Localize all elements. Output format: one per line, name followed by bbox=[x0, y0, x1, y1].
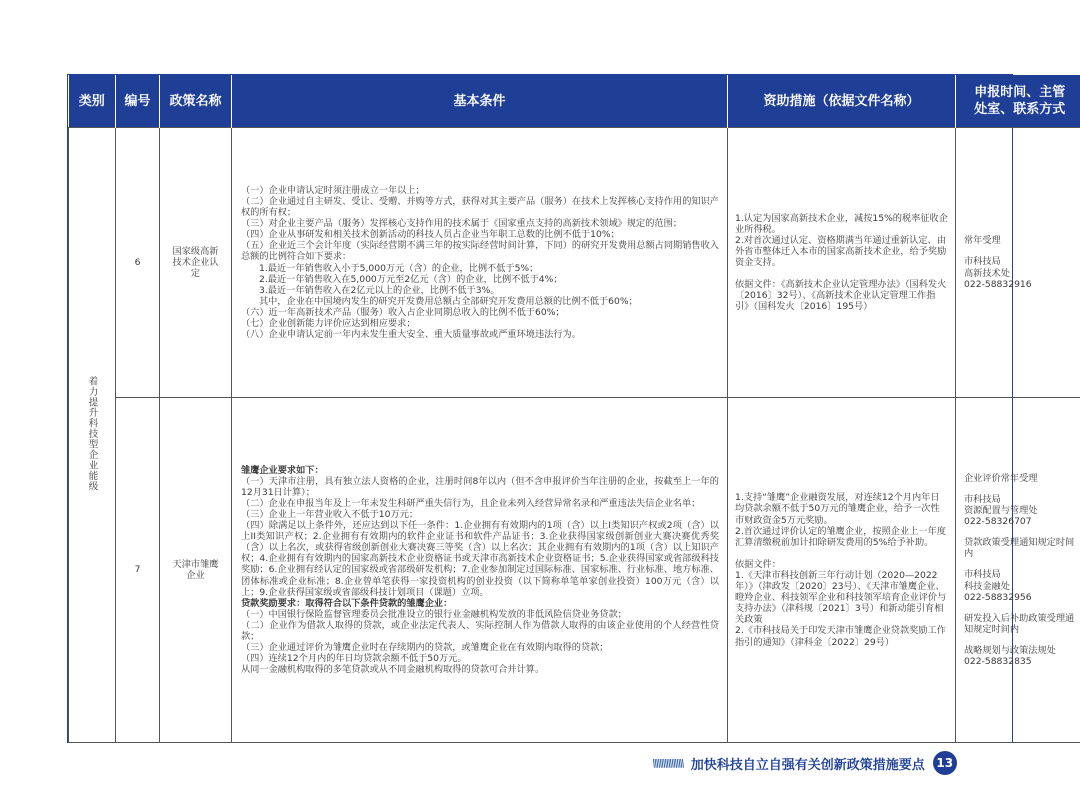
row-number: 6 bbox=[116, 128, 160, 398]
contact-time: 贷款政策受理通知规定时间内 bbox=[964, 537, 1075, 560]
contact-dept: 市科技局 bbox=[964, 493, 1001, 505]
contact-dept: 市科技局 bbox=[964, 256, 1001, 268]
condition-item: （四）企业从事研发和相关技术创新活动的科技人员占企业当年职工总数的比例不低于10%； bbox=[241, 229, 620, 241]
contact-office: 资源配置与管理处 bbox=[964, 505, 1038, 517]
funding-item: 1.支持“雏鹰”企业融资发展，对连续12个月内年日均贷款余额不低于50万元的雏鹰企业，给予一次性市财政资金5万元奖励。 bbox=[735, 492, 940, 526]
row-number: 7 bbox=[116, 398, 160, 743]
header-conditions: 基本条件 bbox=[232, 75, 728, 128]
contact-time: 常年受理 bbox=[964, 235, 1001, 247]
page-number-badge: 13 bbox=[933, 751, 957, 775]
funding-item: 1.认定为国家高新技术企业，减按15%的税率征收企业所得税。 bbox=[735, 212, 948, 235]
condition-item: （三）对企业主要产品（服务）发挥核心支持作用的技术属于《国家重点支持的高新技术领域》规定的范围； bbox=[241, 218, 682, 230]
category-label: 着力提升科技型企业能级 bbox=[86, 375, 98, 492]
funding-cell bbox=[728, 128, 956, 398]
contact-time: 企业评价常年受理 bbox=[964, 472, 1038, 484]
spacer bbox=[964, 603, 1075, 613]
category-cell bbox=[69, 128, 116, 743]
funding-basis: 2.《市科技局关于印发天津市雏鹰企业贷款奖励工作指引的通知》（津科金〔2022〕29号） bbox=[735, 625, 946, 648]
funding-basis: 1.《天津市科技创新三年行动计划（2020—2022年）》（津政发〔2020〕23号）、《天津市雏鹰企业、瞪羚企业、科技领军企业和科技领军培育企业评价与支持办法》（津科规〔2021〕3号）和新动能引育相关政策 bbox=[735, 569, 947, 626]
header-funding: 资助措施（依据文件名称） bbox=[728, 75, 956, 128]
header-number: 编号 bbox=[116, 75, 160, 128]
contact-cell bbox=[956, 128, 1080, 398]
condition-item: （三）企业通过评价为雏鹰企业时在存续期内的贷款，或雏鹰企业在有效期内取得的贷款； bbox=[241, 642, 609, 654]
spacer bbox=[735, 268, 948, 279]
condition-item: 从同一金融机构取得的多笔贷款或从不同金融机构取得的贷款可合并计算。 bbox=[241, 664, 545, 676]
condition-item: 1.最近一年销售收入小于5,000万元（含）的企业，比例不低于5%； bbox=[259, 262, 539, 274]
funding-item: 2.对首次通过认定、资格期满当年通过重新认定、由外省市整体迁入本市的国家高新技术企业，给予奖励资金支持。 bbox=[735, 234, 947, 268]
table-row bbox=[69, 398, 1080, 743]
header-contact-line1: 申报时间、主管 bbox=[974, 85, 1066, 100]
condition-item: （四）除满足以上条件外，还应达到以下任一条件：1.企业拥有有效期内的1项（含）以上I类知识产权或2项（含）以上II类知识产权；2.企业拥有有效期内的软件企业证书和软件产品证书；3.企业获得国家级创新创业大赛决赛优秀奖（含）以上名次，或获得省级创新创业大赛决赛三等奖（含）以上名次；其企业拥有有效期内的1项（含）以上知识产权；4.企业拥有有效期内的国家高新技术企业资格证书或天津市高新技术企业资格证书；5.企业获得国家或省部级科技奖励；6.企业拥有经认定的国家级或省部级研发机构；7.企业参加制定过国际标准、国家标准、行业标准、地方标准、团体标准或企业标准；8.企业曾单笔获得一家投资机构的创业投资（以下简称单笔单家创业投资）100万元（含）以上；9.企业获得国家级或省部级科技计划项目（课题）立项。 bbox=[241, 520, 719, 598]
condition-item: （一）中国银行保险监督管理委员会批准设立的银行业金融机构发放的非低风险信贷业务贷款； bbox=[241, 608, 627, 620]
condition-item: （七）企业创新能力评价应达到相应要求； bbox=[241, 317, 416, 329]
condition-heading: 雏鹰企业要求如下： bbox=[241, 464, 324, 476]
contact-phone: 022-58326707 bbox=[964, 516, 1032, 528]
header-policy-name: 政策名称 bbox=[160, 75, 232, 128]
condition-item: （一）企业申请认定时须注册成立一年以上； bbox=[241, 184, 425, 196]
spacer bbox=[964, 527, 1075, 537]
condition-item: （八）企业申请认定前一年内未发生重大安全、重大质量事故或严重环境违法行为。 bbox=[241, 329, 581, 341]
header-contact bbox=[956, 75, 1080, 128]
condition-heading: 贷款奖励要求：取得符合以下条件贷款的雏鹰企业： bbox=[241, 597, 453, 609]
condition-item: （二）企业在申报当年及上一年未发生科研严重失信行为，且企业未列入经营异常名录和严重违法失信企业名单； bbox=[241, 497, 701, 509]
policy-table bbox=[68, 75, 1080, 743]
condition-item: （三）企业上一年营业收入不低于10万元； bbox=[241, 508, 419, 520]
contact-phone: 022-58832835 bbox=[964, 656, 1032, 668]
contact-dept: 市科技局 bbox=[964, 569, 1001, 581]
page-footer bbox=[652, 752, 957, 774]
contact-cell bbox=[956, 398, 1080, 743]
table-row bbox=[69, 128, 1080, 398]
table-header-row bbox=[69, 75, 1080, 128]
condition-item: （二）企业通过自主研发、受让、受赠、并购等方式，获得对其主要产品（服务）在技术上发挥核心支持作用的知识产权的所有权； bbox=[241, 195, 719, 219]
contact-phone: 022-58832916 bbox=[964, 278, 1032, 290]
contact-office: 战略规划与政策法规处 bbox=[964, 644, 1056, 656]
contact-time: 研发投入后补助政策受理通知规定时间内 bbox=[964, 612, 1075, 635]
contact-office: 高新技术处 bbox=[964, 267, 1010, 279]
header-contact-line2: 处室、联系方式 bbox=[974, 102, 1066, 117]
spacer bbox=[735, 548, 948, 559]
policy-name: 天津市雏鹰企业 bbox=[160, 398, 232, 743]
header-category: 类别 bbox=[69, 75, 116, 128]
contact-phone: 022-58832956 bbox=[964, 591, 1032, 603]
footer-decoration: \\\\\\\\\\\\\\\\\\ bbox=[652, 756, 683, 770]
conditions-cell bbox=[232, 398, 728, 743]
condition-item: （六）近一年高新技术产品（服务）收入占企业同期总收入的比例不低于60%； bbox=[241, 306, 565, 318]
contact-office: 科技金融处 bbox=[964, 580, 1010, 592]
condition-item: 2.最近一年销售收入在5,000万元至2亿元（含）的企业，比例不低于4%； bbox=[259, 273, 563, 285]
spacer bbox=[964, 559, 1075, 569]
funding-basis-label: 依据文件： bbox=[735, 558, 781, 570]
footer-title: 加快科技自立自强有关创新政策措施要点 bbox=[690, 757, 925, 773]
funding-cell bbox=[728, 398, 956, 743]
funding-basis: 依据文件：《高新技术企业认定管理办法》（国科发火〔2016〕32号）、《高新技术企业认定管理工作指引》（国科发火〔2016〕195号） bbox=[735, 279, 947, 313]
funding-item: 2.首次通过评价认定的雏鹰企业，按照企业上一年度汇算清缴税前加计扣除研发费用的5%给予补助。 bbox=[735, 525, 946, 548]
condition-item: （二）企业作为借款人取得的贷款，或企业法定代表人、实际控制人作为借款人取得的由该企业使用的个人经营性贷款； bbox=[241, 619, 719, 643]
condition-item: （五）企业近三个会计年度（实际经营期不满三年的按实际经营时间计算，下同）的研究开发费用总额占同期销售收入总额的比例符合如下要求： bbox=[241, 240, 719, 263]
policy-name: 国家级高新技术企业认定 bbox=[160, 128, 232, 398]
condition-item: （一）天津市注册，具有独立法人资格的企业，注册时间8年以内（但不含申报评价当年注册的企业，按截至上一年的12月31日计算）； bbox=[241, 475, 719, 498]
spacer bbox=[964, 484, 1075, 494]
spacer bbox=[964, 246, 1075, 256]
spacer bbox=[964, 635, 1075, 645]
condition-item: （四）连续12个月内的年日均贷款余额不低于50万元。 bbox=[241, 653, 467, 665]
policy-table-frame bbox=[67, 74, 1075, 743]
condition-item: 其中，企业在中国境内发生的研究开发费用总额占全部研究开发费用总额的比例不低于60%； bbox=[259, 295, 638, 307]
condition-item: 3.最近一年销售收入在2亿元以上的企业，比例不低于3%。 bbox=[259, 284, 500, 296]
conditions-cell bbox=[232, 128, 728, 398]
